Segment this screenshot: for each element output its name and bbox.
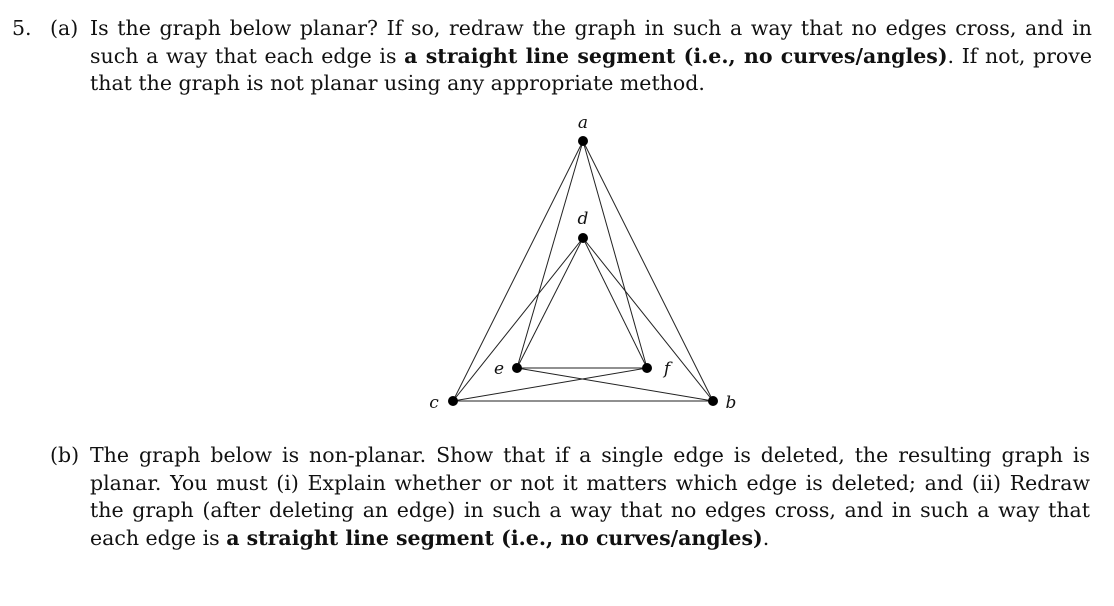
edge-c-d bbox=[453, 238, 583, 401]
part-a-label: (a) bbox=[50, 16, 79, 40]
vertex-label-a: a bbox=[577, 113, 589, 133]
edge-a-b bbox=[583, 141, 713, 401]
edge-d-e bbox=[517, 238, 583, 368]
part-a-text-1: Is the graph below planar? If so, redraw the graph in such a way that no edges cross, and in such a way that each edge is bbox=[90, 16, 1092, 68]
part-b-bold-1: a straight line segment (i.e., no curves/angles) bbox=[226, 525, 763, 550]
vertex-d bbox=[578, 233, 588, 243]
part-b-text bbox=[90, 442, 1090, 552]
edge-b-d bbox=[583, 238, 713, 401]
vertex-b bbox=[708, 396, 718, 406]
vertex-e bbox=[512, 363, 522, 373]
graph-edges bbox=[453, 141, 713, 401]
edge-d-f bbox=[583, 238, 647, 368]
vertex-label-d: d bbox=[577, 209, 589, 229]
edge-a-e bbox=[517, 141, 583, 368]
question-number: 5. bbox=[12, 16, 32, 40]
vertex-a bbox=[578, 136, 588, 146]
vertex-c bbox=[448, 396, 458, 406]
part-a-bold-1: a straight line segment (i.e., no curves/angles) bbox=[404, 43, 948, 68]
vertex-f bbox=[642, 363, 652, 373]
question-5-part-b bbox=[50, 442, 1090, 552]
vertex-label-e: e bbox=[493, 359, 505, 379]
vertex-label-f: f bbox=[663, 359, 671, 379]
part-a-text-2: . If not, prove that the graph is not planar using any appropriate method. bbox=[90, 43, 1092, 95]
vertex-label-c: c bbox=[429, 393, 439, 413]
edge-a-c bbox=[453, 141, 583, 401]
part-b-label: (b) bbox=[50, 443, 80, 467]
edge-a-f bbox=[583, 141, 647, 368]
vertex-label-b: b bbox=[725, 393, 737, 413]
part-b-text-1: The graph below is non-planar. Show that if a single edge is deleted, the resulting graph is planar. You must (i) Explain whether or not it matters which edge is deleted; and (ii) Redraw the graph (after deleting an edge) in such a way that no edges cross, and in such a way that each edge is bbox=[90, 443, 1090, 550]
part-b-text-2: . bbox=[762, 525, 770, 550]
